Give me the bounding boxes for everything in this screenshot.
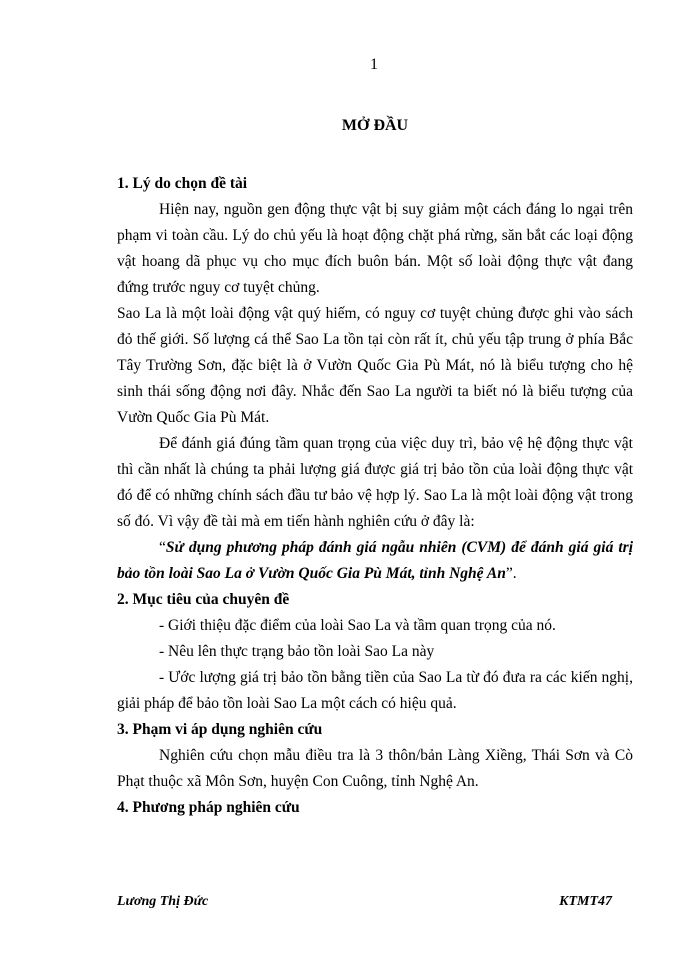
section-1-paragraph-2: Sao La là một loài động vật quý hiếm, có nguy cơ tuyệt chủng được ghi vào sách đỏ thế giới. Số lượng cá thể Sao La tồn tại còn rất ít, chủ yếu tập trung ở phía Bắc Tây Trường Sơn, đặc biệt là ở Vườn Quốc Gia Pù Mát, nó là biểu tượng cho hệ sinh thái sống động nơi đây. Nhắc đến Sao La người ta biết nó là biểu tượng của Vườn Quốc Gia Pù Mát. (117, 305, 633, 426)
topic-quote (117, 535, 633, 587)
footer-author: Lương Thị Đức (117, 894, 209, 909)
section-3-paragraph-1: Nghiên cứu chọn mẫu điều tra là 3 thôn/bản Làng Xiềng, Thái Sơn và Cò Phạt thuộc xã Môn Sơn, huyện Con Cuông, tỉnh Nghệ An. (117, 747, 633, 790)
section-2-heading: 2. Mục tiêu của chuyên đề (117, 591, 290, 608)
document-title: MỞ ĐẦU (341, 117, 409, 134)
section-1-paragraph-1: Hiện nay, nguồn gen động thực vật bị suy giảm một cách đáng lo ngại trên phạm vi toàn cầu. Lý do chủ yếu là hoạt động chặt phá rừng, săn bắt các loại động vật hoang dã phục vụ cho mục đích buôn bán. Một số loài động thực vật đang đứng trước nguy cơ tuyệt chủng. (117, 201, 633, 296)
section-1-heading: 1. Lý do chọn đề tài (117, 175, 248, 192)
section-4-heading: 4. Phương pháp nghiên cứu (117, 799, 300, 816)
footer-class-code: KTMT47 (559, 894, 612, 909)
topic-title: Sử dụng phương pháp đánh giá ngẫu nhiên (CVM) để đánh giá giá trị bảo tồn loài Sao La ở Vườn Quốc Gia Pù Mát, tỉnh Nghệ An (117, 539, 633, 582)
section-1-paragraph-3: Để đánh giá đúng tầm quan trọng của việc duy trì, bảo vệ hệ động thực vật thì cần nhất là chúng ta phải lượng giá được giá trị bảo tồn của loài động thực vật đó để có những chính sách đầu tư bảo vệ hợp lý. Sao La là một loài động vật trong số đó. Vì vậy đề tài mà em tiến hành nghiên cứu ở đây là: (117, 435, 633, 530)
objective-item: - Ước lượng giá trị bảo tồn bằng tiền của Sao La từ đó đưa ra các kiến nghị, giải pháp để bảo tồn loài Sao La một cách có hiệu quả. (117, 669, 633, 712)
objective-item: - Giới thiệu đặc điểm của loài Sao La và tầm quan trọng của nó. (159, 617, 556, 634)
section-3-heading: 3. Phạm vi áp dụng nghiên cứu (117, 721, 323, 738)
quote-close-mark: ”. (505, 565, 517, 582)
page-number: 1 (370, 56, 378, 73)
objective-item: - Nêu lên thực trạng bảo tồn loài Sao La này (159, 643, 435, 660)
quote-open-mark: “ (159, 539, 166, 556)
document-body (117, 171, 633, 821)
